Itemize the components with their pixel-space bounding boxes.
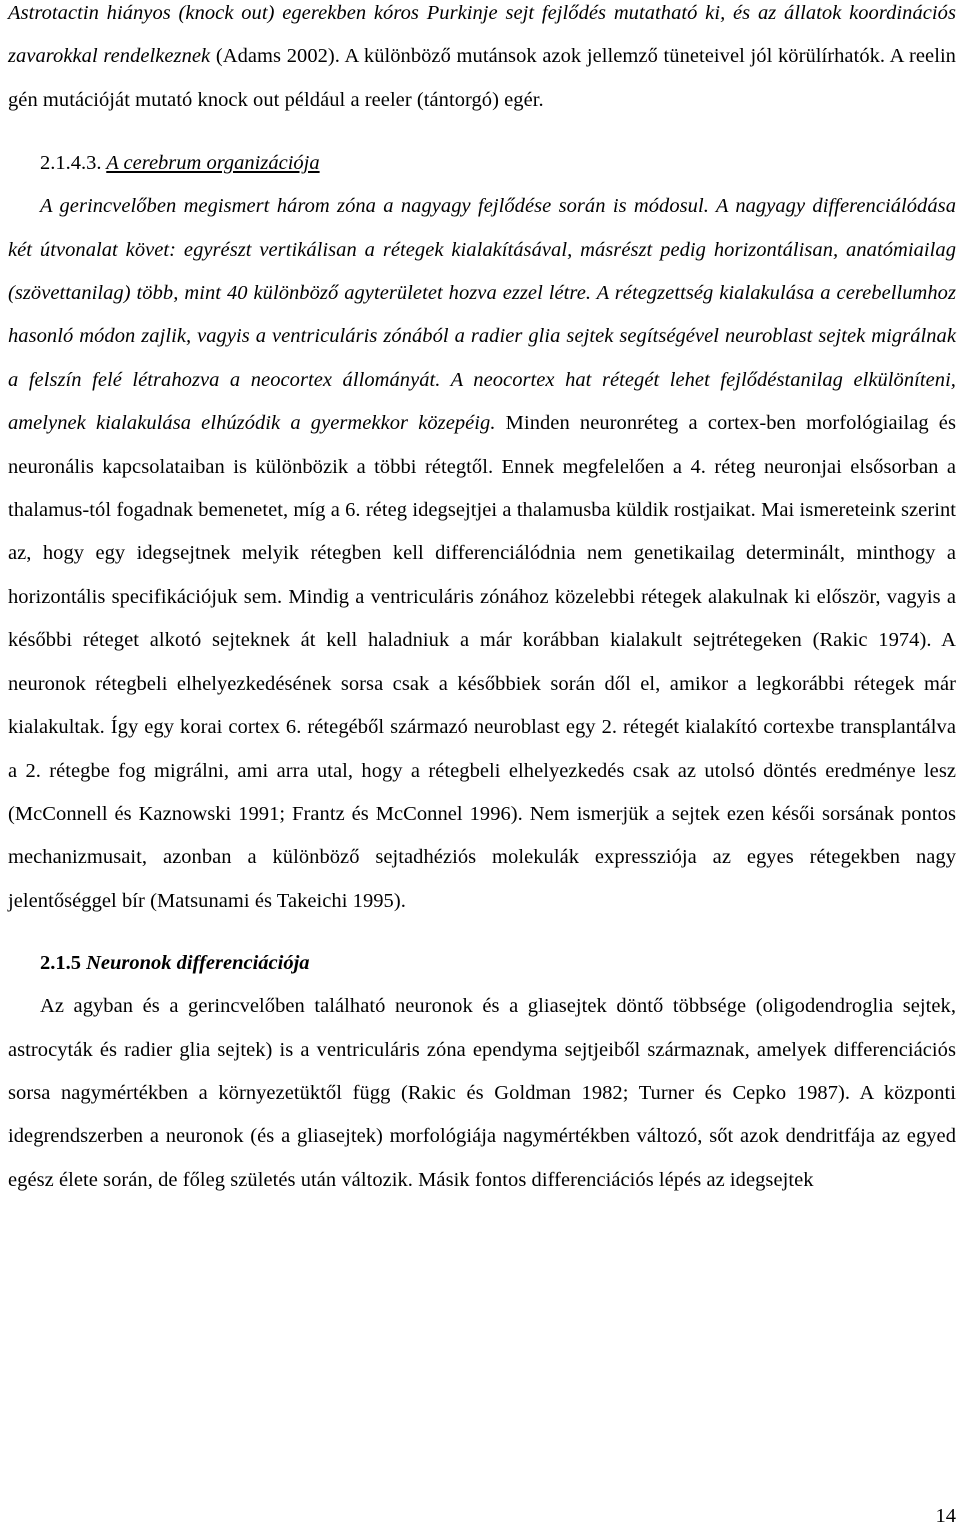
section-number: 2.1.5 [40,952,81,975]
document-page [8,0,956,1202]
intro-italic-text: Astrotactin hiányos (knock out) egerekben kóros Purkinje sejt fejlődés mutatható ki, és az állatok koordinációs zavarokkal rendelkeznek [8,2,956,68]
section-heading-cerebrum [40,142,956,185]
section-number: 2.1.4.3. [40,152,102,175]
section-title: Neuronok differenciációja [86,952,310,975]
cerebrum-regular-text: Minden neuronréteg a cortex-ben morfológiailag és neuronális kapcsolataiban is különbözik a többi rétegtől. Ennek megfelelően a 4. réteg neuronjai elsősorban a thalamus-tól fogadnak bemenetet, míg a 6. réteg idegsejtjei a thalamusba küldik rostjaikat. Mai ismereteink szerint az, hogy egy idegsejtnek melyik rétegben kell differenciálódnia nem genetikailag determinált, minthogy a horizontális specifikációjuk sem. Mindig a ventriculáris zónához közelebbi rétegek alakulnak ki először, vagyis a későbbi réteget alkotó sejteknek át kell haladniuk a már korábban kialakult sejtrétegeken (Rakic 1974). A neuronok rétegbeli elhelyezkedésének sorsa csak a későbbiek során dől el, amikor a legkorábbi rétegek már kialakultak. Így egy korai cortex 6. rétegéből származó neuroblast egy 2. rétegét kialakító cortexbe transplantálva a 2. rétegbe fog migrálni, ami arra utal, hogy a rétegbeli elhelyezkedés csak az utolsó döntés eredménye lesz (McConnell és Kaznowski 1991; Frantz és McConnel 1996). Nem ismerjük a sejtek ezen késői sorsának pontos mechanizmusait, azonban a különböző sejtadhéziós molekulák expressziója az egyes rétegekben nagy jelentőséggel bír (Matsunami és Takeichi 1995). [8,412,956,912]
cerebrum-paragraph [8,185,956,923]
cerebrum-italic-text: A gerincvelőben megismert három zóna a nagyagy fejlődése során is módosul. A nagyagy differenciálódása két útvonalat követ: egyrészt vertikálisan a rétegek kialakításával, másrészt pedig horizontálisan, anatómiailag (szövettanilag) több, mint 40 különböző agyterületet hozva ezzel létre. A rétegzettség kialakulása a cerebellumhoz hasonló módon zajlik, vagyis a ventriculáris zónából a radier glia sejtek segítségével neuroblast sejtek migrálnak a felszín felé létrahozva a neocortex állományát. A neocortex hat rétegét lehet fejlődéstanilag elkülöníteni, amelynek kialakulása elhúzódik a gyermekkor közepéig. [8,195,956,435]
intro-paragraph [8,0,956,122]
intro-regular-text: (Adams 2002). A különböző mutánsok azok jellemző tüneteivel jól körülírhatók. A reelin gén mutációját mutató knock out például a reeler (tántorgó) egér. [8,45,956,111]
neuron-differentiation-paragraph: Az agyban és a gerincvelőben található neuronok és a gliasejtek döntő többsége (oligodendroglia sejtek, astrocyták és radier glia sejtek) is a ventriculáris zóna ependyma sejtjeiből származnak, amelyek differenciációs sorsa nagymértékben a környezetüktől függ (Rakic és Goldman 1982; Turner és Cepko 1987). A központi idegrendszerben a neuronok (és a gliasejtek) morfológiája nagymértékben változó, sőt azok dendritfája az egyed egész élete során, de főleg születés után változik. Másik fontos differenciációs lépés az idegsejtek [8,995,956,1191]
section-title: A cerebrum organizációja [106,152,320,175]
section-heading-neuron-differentiation [40,942,956,985]
page-number: 14 [935,1505,956,1527]
